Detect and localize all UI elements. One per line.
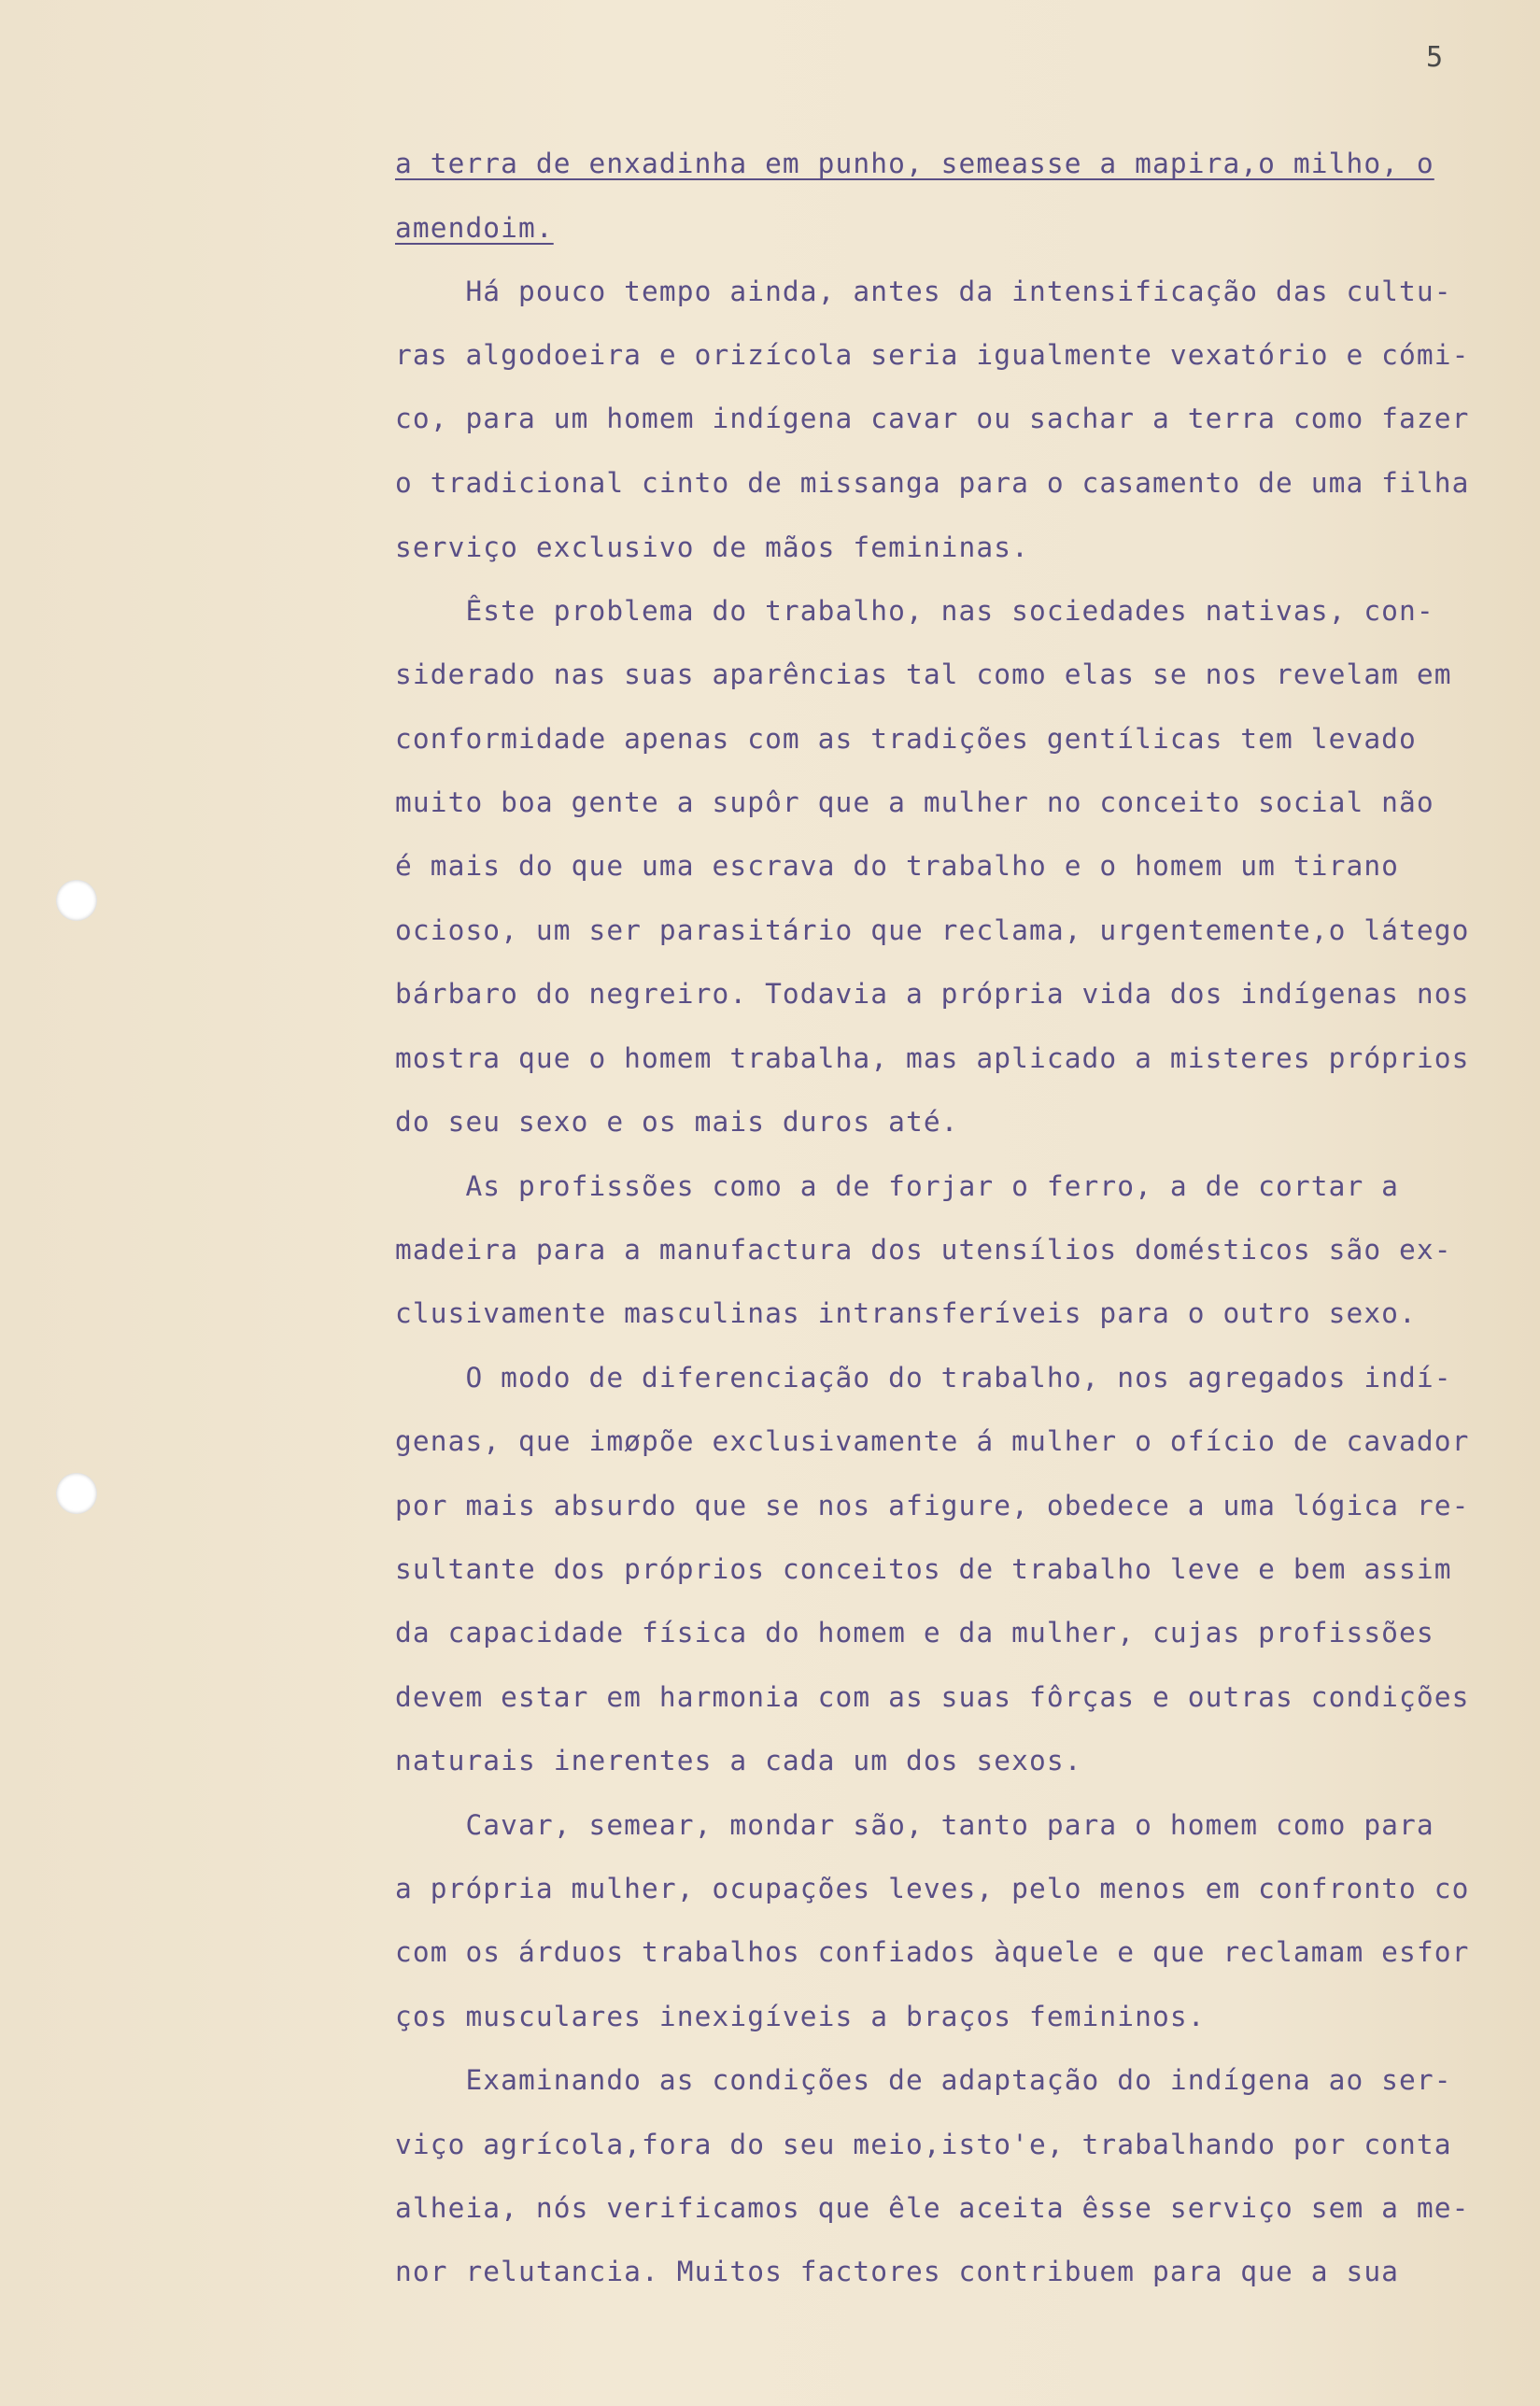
page-number: 5 (1426, 41, 1444, 74)
text-line: a própria mulher, ocupações leves, pelo menos em confronto co (395, 1873, 1470, 1904)
text-line: O modo de diferenciação do trabalho, nos agregados indí- (395, 1362, 1452, 1394)
text-line: sultante dos próprios conceitos de trabalho leve e bem assim (395, 1553, 1452, 1585)
text-line: mostra que o homem trabalha, mas aplicado a misteres próprios (395, 1042, 1470, 1074)
text-line: clusivamente masculinas intransferíveis para o outro sexo. (395, 1297, 1417, 1329)
text-line: muito boa gente a supôr que a mulher no conceito social não (395, 786, 1434, 818)
punch-hole (56, 880, 97, 921)
text-line: As profissões como a de forjar o ferro, a de cortar a (395, 1170, 1400, 1202)
text-line: ras algodoeira e orizícola seria igualmente vexatório e cómi- (395, 339, 1470, 371)
text-line: da capacidade física do homem e da mulher, cujas profissões (395, 1617, 1434, 1649)
text-line: conformidade apenas com as tradições gentílicas tem levado (395, 723, 1417, 755)
text-line: é mais do que uma escrava do trabalho e o homem um tirano (395, 850, 1400, 882)
text-line: ços musculares inexigíveis a braços femininos. (395, 2001, 1206, 2032)
text-line: devem estar em harmonia com as suas fôrças e outras condições (395, 1681, 1470, 1713)
punch-hole (56, 1473, 97, 1514)
text-line: amendoim. (395, 212, 554, 244)
text-line: serviço exclusivo de mãos femininas. (395, 531, 1029, 563)
text-line: madeira para a manufactura dos utensílios domésticos são ex- (395, 1234, 1452, 1266)
text-line: viço agrícola,fora do seu meio,isto'e, trabalhando por conta (395, 2129, 1452, 2160)
text-line: siderado nas suas aparências tal como elas se nos revelam em (395, 658, 1452, 690)
text-line: o tradicional cinto de missanga para o casamento de uma filha (395, 467, 1470, 499)
text-line: bárbaro do negreiro. Todavia a própria vida dos indígenas nos (395, 978, 1470, 1010)
text-line: por mais absurdo que se nos afigure, obedece a uma lógica re- (395, 1490, 1470, 1521)
text-line: do seu sexo e os mais duros até. (395, 1106, 959, 1138)
text-line: com os árduos trabalhos confiados àquele e que reclamam esfor (395, 1936, 1470, 1968)
text-line: nor relutancia. Muitos factores contribuem para que a sua (395, 2256, 1400, 2287)
text-line: naturais inerentes a cada um dos sexos. (395, 1745, 1082, 1776)
text-line: a terra de enxadinha em punho, semeasse a mapira,o milho, o (395, 148, 1434, 179)
text-line: Examinando as condições de adaptação do indígena ao ser- (395, 2064, 1452, 2096)
text-line: ocioso, um ser parasitário que reclama, urgentemente,o látego (395, 914, 1470, 946)
text-line: genas, que imøpõe exclusivamente á mulher o ofício de cavador (395, 1425, 1470, 1457)
text-line: Há pouco tempo ainda, antes da intensificação das cultu- (395, 276, 1452, 307)
text-line: co, para um homem indígena cavar ou sachar a terra como fazer (395, 403, 1470, 434)
text-line: alheia, nós verificamos que êle aceita êsse serviço sem a me- (395, 2192, 1470, 2224)
text-line: Cavar, semear, mondar são, tanto para o homem como para (395, 1809, 1434, 1841)
text-line: Êste problema do trabalho, nas sociedades nativas, con- (395, 595, 1434, 627)
